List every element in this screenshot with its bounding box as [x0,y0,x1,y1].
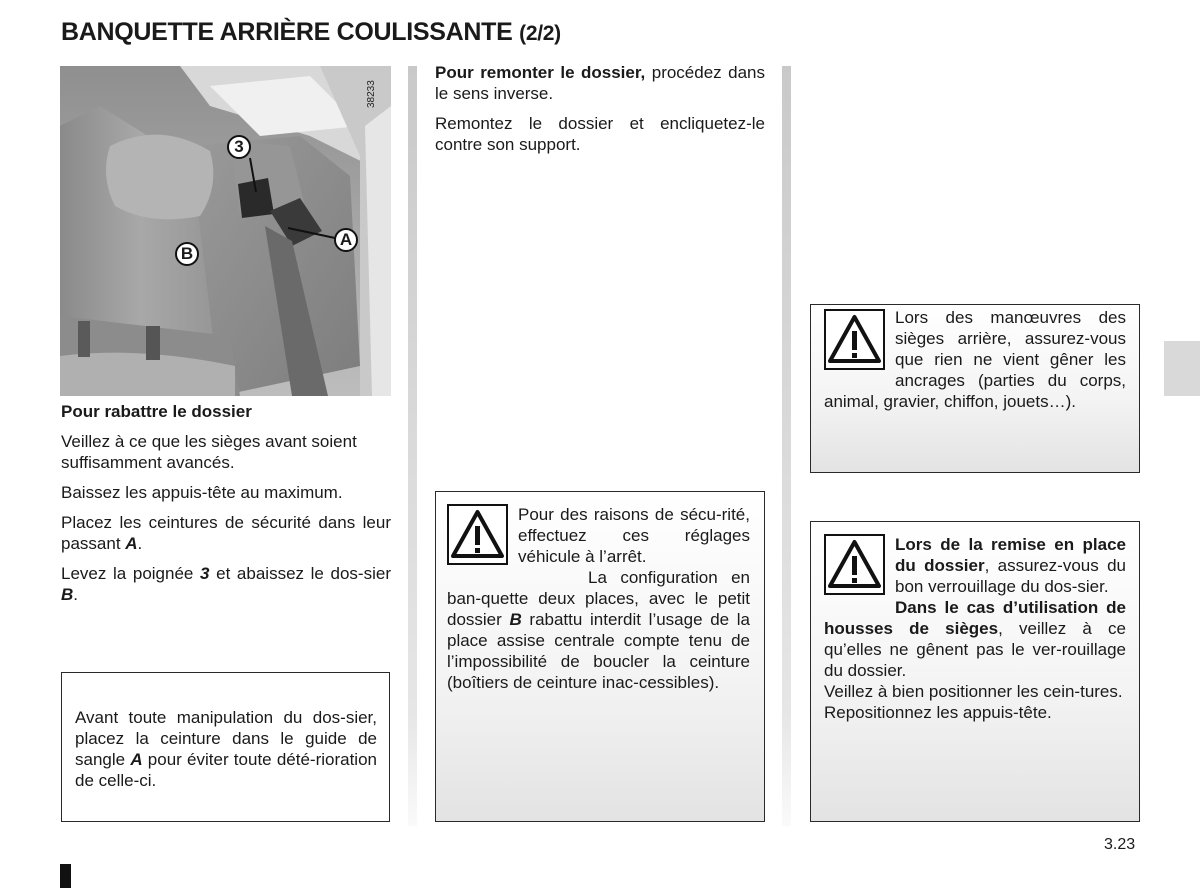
paragraph-text: Placez les ceintures de sécurité dans leur passant [61,513,391,553]
image-reference-code: 38233 [366,80,377,108]
warning-text: Pour des raisons de sécu-rité, effectuez ces réglages véhicule à l’arrêt. [518,505,750,566]
paragraph: Remontez le dossier et encliquetez-le contre son support. [435,114,765,154]
column-divider-right [782,66,791,826]
rear-seat-photo [60,66,391,396]
warning-text [824,597,1126,681]
callout-a: A [334,228,358,252]
page-title [61,18,561,47]
reference-letter: A [125,534,138,553]
note-text [75,707,377,791]
warning-text-part: rabattu interdit l’usage de la place assise centrale compte tenu de l’impossibilité de boucler la ceinture (boîtiers de ceinture inac-cessibles). [447,610,750,692]
warning-triangle-icon [824,534,885,595]
callout-3: 3 [227,135,251,159]
paragraph-text: et abaissez le dos-sier [209,564,391,583]
note-box-belt-guide [61,672,390,822]
paragraph: Veillez à ce que les sièges avant soient suffisamment avancés. [61,432,357,472]
warning-text: Veillez à bien positionner les cein-tures. [824,682,1123,701]
warning-text: Repositionnez les appuis-tête. [824,703,1052,722]
warning-text-part: , veillez à ce qu’elles ne gênent pas le ver-rouillage du dossier. [824,619,1126,680]
paragraph-text: Levez la poignée [61,564,201,583]
warning-box-safety [435,491,765,822]
paragraph-text: . [137,534,143,553]
corner-mark [60,864,71,888]
section-heading [61,401,391,422]
warning-box-refit-backrest [810,521,1140,822]
bold-lead: Dans le cas d’utilisation de housses de sièges [824,598,1126,638]
page-title-text: BANQUETTE ARRIÈRE COULISSANTE [61,18,513,46]
note-text-part: Avant toute manipulation du dos-sier, placez la ceinture dans le guide de sangle [75,708,377,769]
callout-b: B [175,242,199,266]
heading-text: Pour rabattre le dossier [61,402,252,421]
paragraph [61,563,391,605]
warning-content [436,492,764,693]
bold-lead: Pour remonter le dossier, [435,63,646,82]
warning-box-anchorages [810,304,1140,473]
bold-lead: Lors de la remise en place du dossier [895,535,1126,575]
paragraph [435,62,765,104]
warning-triangle-icon [447,504,508,565]
warning-triangle-icon [824,309,885,370]
warning-text [447,567,750,693]
reference-letter: B [509,610,522,629]
warning-text-part: , assurez-vous du bon verrouillage du dos-sier. [895,556,1126,596]
paragraph: Baissez les appuis-tête au maximum. [61,483,343,502]
paragraph [61,512,391,554]
reference-letter: A [130,750,143,769]
instructions-fold-backrest [61,401,391,614]
page-number: 3.23 [1104,836,1136,853]
chapter-tab [1164,341,1200,396]
paragraph-text: procédez dans le sens inverse. [435,63,766,103]
warning-content [811,522,1139,723]
page-title-suffix: (2/2) [519,22,561,45]
warning-content [811,305,1139,412]
reference-number: 3 [200,564,210,583]
reference-letter: B [61,585,74,604]
paragraph-text: . [73,585,79,604]
warning-text-part: La configuration en ban-quette deux places, avec le petit dossier [447,568,750,629]
warning-text: Lors des manœuvres des sièges arrière, assurez-vous que rien ne vient gêner les ancrages (parties du corps, animal, gravier, chiffon, jouets…). [824,308,1126,411]
note-text-part: pour éviter toute dété-rioration de celle-ci. [75,750,377,790]
instructions-raise-backrest [435,62,765,164]
column-divider-left [408,66,417,826]
